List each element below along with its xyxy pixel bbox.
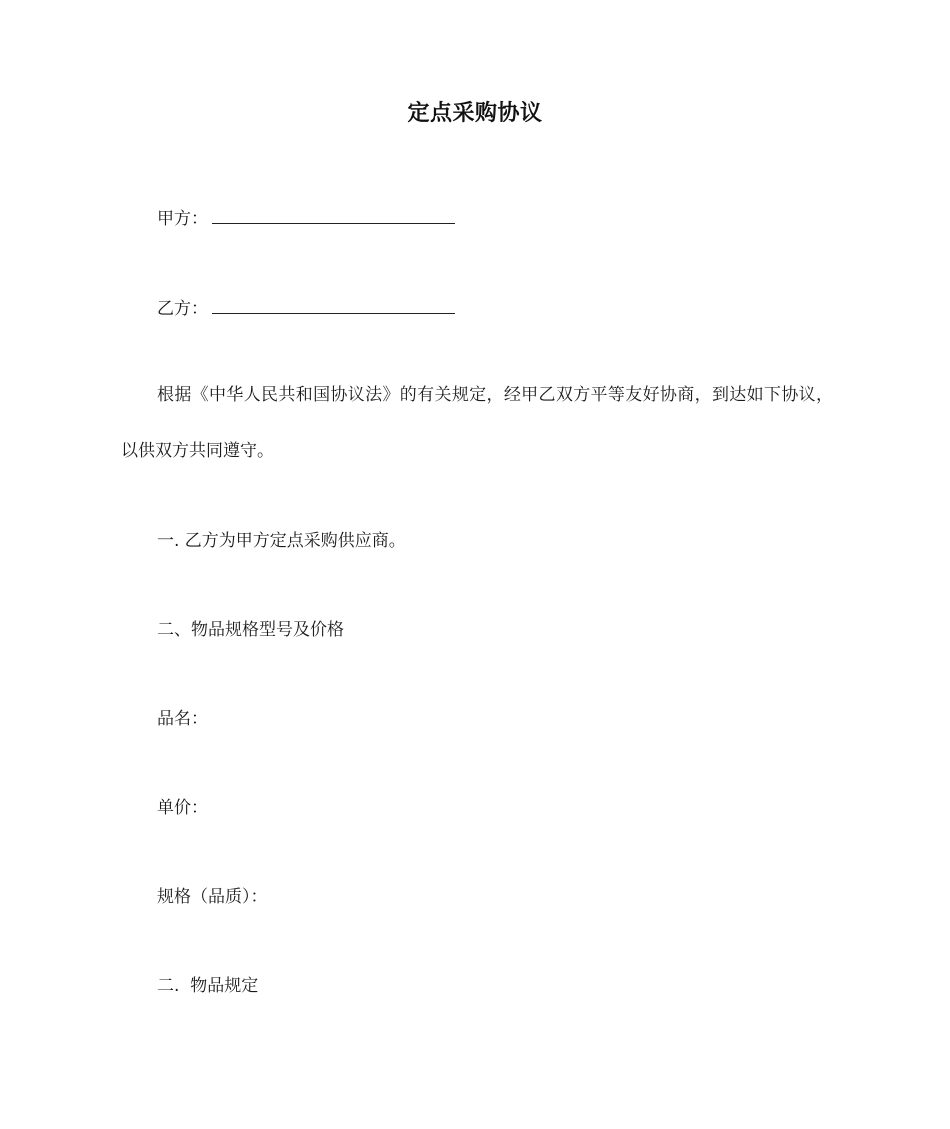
clause-1: 一. 乙方为甲方定点采购供应商。 — [157, 531, 406, 551]
spec-label: 规格（品质）： — [157, 887, 268, 907]
party-a-blank — [212, 205, 455, 224]
party-b-label: 乙方： — [157, 299, 208, 319]
clause-3-heading: 二. 物品规定 — [157, 976, 259, 996]
party-b-blank — [212, 295, 455, 314]
clause-2-heading: 二、物品规格型号及价格 — [157, 620, 344, 640]
party-a-line — [157, 205, 455, 231]
unit-price-label: 单价： — [157, 798, 208, 818]
party-a-label: 甲方： — [157, 209, 208, 229]
party-b-line — [157, 295, 455, 321]
document-title: 定点采购协议 — [407, 101, 543, 126]
intro-paragraph: 根据《中华人民共和国协议法》的有关规定，经甲乙双方平等友好协商，到达如下协议，以供双方共同遵守。 — [121, 385, 833, 461]
item-name-label: 品名： — [157, 709, 208, 729]
